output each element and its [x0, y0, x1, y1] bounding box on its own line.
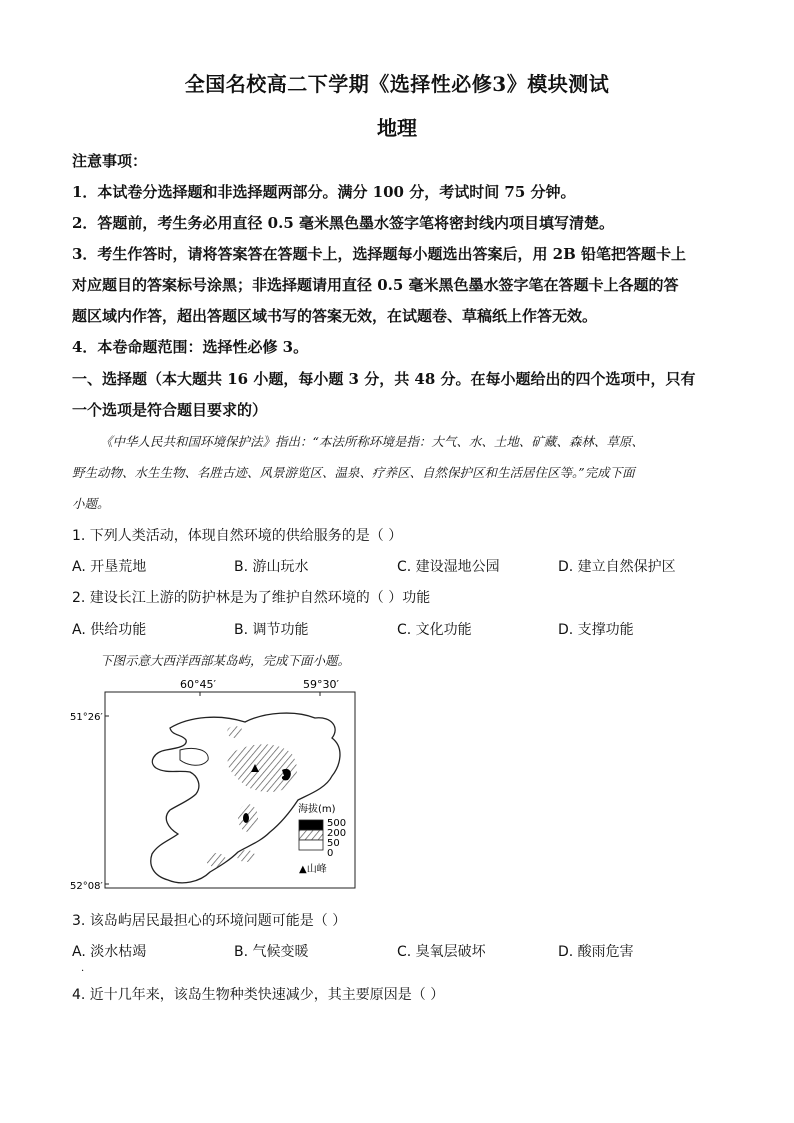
question-stem: 3. 该岛屿居民最担心的环境问题可能是（ ） — [72, 913, 347, 929]
island-map — [70, 676, 360, 896]
question-options — [72, 619, 732, 641]
option-d: D. 支撑功能 — [558, 622, 634, 638]
notice-heading: 注意事项： — [72, 152, 148, 170]
option-d: D. 建立自然保护区 — [558, 559, 676, 575]
notice-item: 4．本卷命题范围：选择性必修 3。 — [72, 338, 309, 356]
option-a: A. 开垦荒地 — [72, 559, 147, 575]
elevation-zone — [206, 853, 226, 867]
section-heading: 一、选择题（本大题共 16 小题，每小题 3 分，共 48 分。在每小题给出的四个选项中，只有 — [72, 370, 696, 388]
elevation-zone — [227, 726, 243, 738]
exam-subject: 地理 — [377, 116, 417, 140]
lon-right-label: 59°30′ — [303, 678, 339, 691]
notice-item: 1．本试卷分选择题和非选择题两部分。满分 100 分，考试时间 75 分钟。 — [72, 183, 576, 201]
option-b: B. 气候变暖 — [234, 944, 309, 960]
question-options — [72, 941, 732, 963]
legend-value: 200 — [327, 828, 347, 839]
lat-bottom-label: 52°08′ — [70, 881, 103, 892]
legend-value: 500 — [327, 818, 347, 829]
question-stem: 1. 下列人类活动，体现自然环境的供给服务的是（ ） — [72, 528, 403, 544]
question-stem: 2. 建设长江上游的防护林是为了维护自然环境的（ ）功能 — [72, 590, 431, 606]
question-stem: 4. 近十几年来，该岛生物种类快速减少，其主要原因是（ ） — [72, 987, 445, 1003]
material-text: 野生动物、水生生物、名胜古迹、风景游览区、温泉、疗养区、自然保护区和生活居住区等。”完成下面 — [72, 465, 635, 480]
legend-peak: ▲山峰 — [299, 864, 327, 875]
notice-item: 2．答题前，考生务必用直径 0.5 毫米黑色墨水签字笔将密封线内项目填写清楚。 — [72, 214, 614, 232]
lat-top-label: 51°26′ — [70, 712, 103, 723]
exam-title: 全国名校高二下学期《选择性必修3》模块测试 — [184, 72, 610, 96]
material-text: 《中华人民共和国环境保护法》指出：“本法所称环境是指：大气、水、土地、矿藏、森林、草原、 — [100, 434, 644, 449]
option-c: C. 建设湿地公园 — [397, 559, 500, 575]
lon-left-label: 60°45′ — [180, 678, 216, 691]
option-d: D. 酸雨危害 — [558, 944, 634, 960]
notice-item: 对应题目的答案标号涂黑；非选择题请用直径 0.5 毫米黑色墨水签字笔在答题卡上各题的答 — [72, 276, 679, 294]
option-c: C. 臭氧层破坏 — [397, 944, 486, 960]
legend-title: 海拔(m) — [298, 804, 336, 815]
section-heading-cont: 一个选项是符合题目要求的） — [72, 401, 268, 419]
option-b: B. 游山玩水 — [234, 559, 309, 575]
notice-item: 3．考生作答时，请将答案答在答题卡上，选择题每小题选出答案后，用 2B 铅笔把答题卡上 — [72, 245, 687, 263]
map-legend — [298, 802, 346, 875]
option-c: C. 文化功能 — [397, 622, 472, 638]
high-elevation-zone — [243, 813, 249, 823]
notice-item: 题区域内作答，超出答题区域书写的答案无效，在试题卷、草稿纸上作答无效。 — [72, 307, 598, 325]
legend-value: 0 — [327, 848, 334, 859]
material-text: 小题。 — [72, 496, 110, 511]
question-options — [72, 556, 732, 578]
option-b: B. 调节功能 — [234, 622, 309, 638]
map-caption: 下图示意大西洋西部某岛屿，完成下面小题。 — [100, 653, 351, 668]
option-a: A. 淡水枯竭 — [72, 944, 147, 960]
option-a: A. 供给功能 — [72, 622, 147, 638]
legend-value: 50 — [327, 838, 340, 849]
elevation-zone — [237, 850, 255, 862]
stray-mark: · — [81, 966, 85, 977]
